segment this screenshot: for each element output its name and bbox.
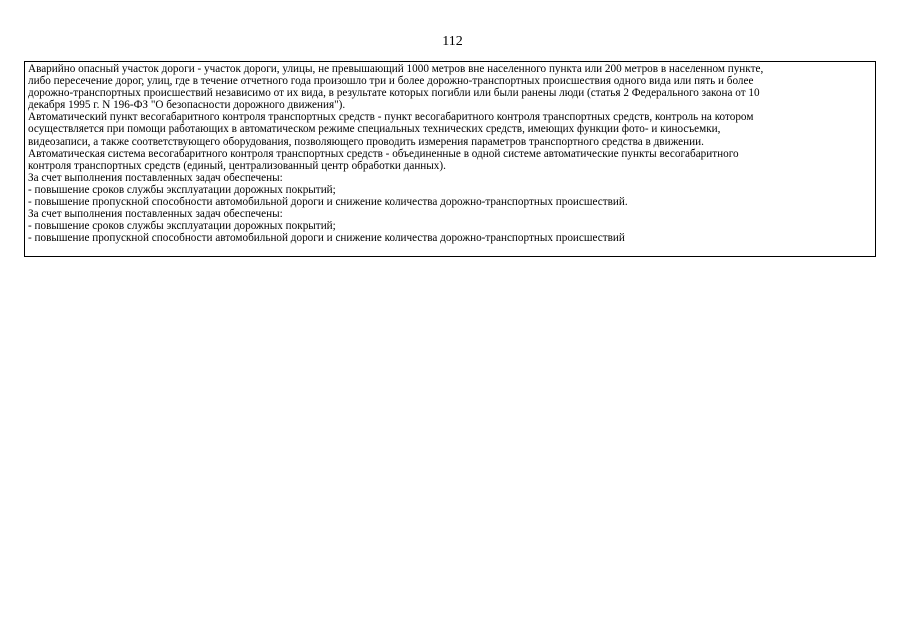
text-line: Автоматический пункт весогабаритного контроля транспортных средств - пункт весогабаритного контроля транспортных средств, контроль на котором <box>28 111 754 124</box>
text-line: дорожно-транспортных происшествий независимо от их вида, в результате которых погибли или были ранены люди (статья 2 Федерального закона от 10 <box>28 87 760 100</box>
text-line: Аварийно опасный участок дороги - участок дороги, улицы, не превышающий 1000 метров вне населенного пункта или 200 метров в населенном пункте, <box>28 63 764 75</box>
text-line: Автоматическая система весогабаритного контроля транспортных средств - объединенные в одной системе автоматические пункты весогабаритного <box>28 147 739 160</box>
text-line: За счет выполнения поставленных задач обеспечены: <box>28 208 283 221</box>
text-line: видеозаписи, а также соответствующего оборудования, позволяющего проводить измерения параметров транспортного средства в движении. <box>28 135 704 148</box>
text-line: - повышение сроков службы эксплуатации дорожных покрытий; <box>28 183 336 196</box>
text-line: - повышение пропускной способности автомобильной дороги и снижение количества дорожно-транспортных происшествий <box>28 232 625 245</box>
text-line: - повышение сроков службы эксплуатации дорожных покрытий; <box>28 220 336 233</box>
text-line: декабря 1995 г. N 196-ФЗ "О безопасности дорожного движения"). <box>28 99 346 112</box>
text-line: За счет выполнения поставленных задач обеспечены: <box>28 171 283 184</box>
text-line: контроля транспортных средств (единый, централизованный центр обработки данных). <box>28 159 446 172</box>
page-number: 112 <box>442 34 463 49</box>
definitions-text-box <box>24 61 876 257</box>
text-line: осуществляется при помощи работающих в автоматическом режиме специальных технических средств, имеющих функции фото- и киносъемки, <box>28 123 721 136</box>
text-line: либо пересечение дорог, улиц, где в течение отчетного года произошло три и более дорожно-транспортных происшествия одного вида или пять и более <box>28 75 754 88</box>
text-line: - повышение пропускной способности автомобильной дороги и снижение количества дорожно-транспортных происшествий. <box>28 196 628 209</box>
